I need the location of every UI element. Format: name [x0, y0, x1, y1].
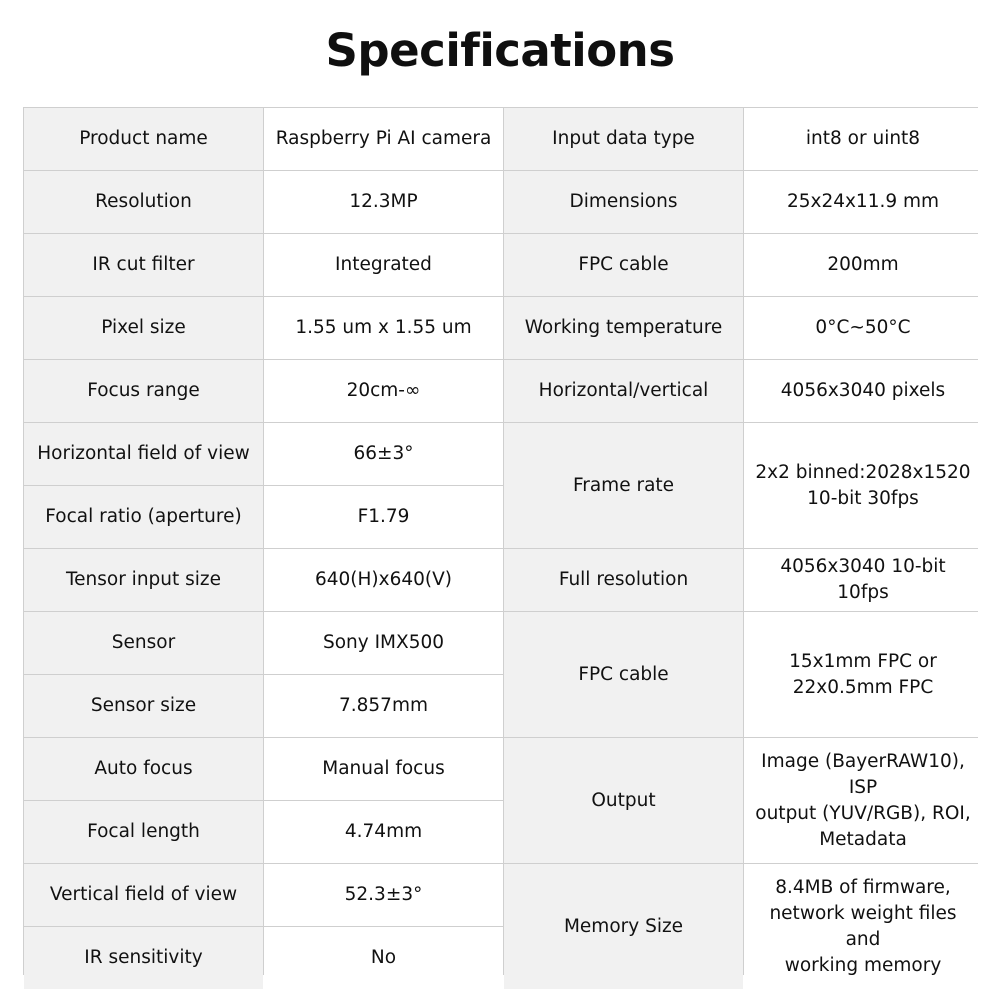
- spec-label-working-temperature: Working temperature: [504, 297, 743, 359]
- spec-value-horizontal-fov: 66±3°: [264, 423, 503, 485]
- spec-label-horizontal-vertical: Horizontal/vertical: [504, 360, 743, 422]
- spec-value-focus-range: 20cm-∞: [264, 360, 503, 422]
- spec-label-frame-rate: Frame rate: [504, 423, 743, 548]
- spec-value-tensor-input-size: 640(H)x640(V): [264, 549, 503, 611]
- spec-label-focal-length: Focal length: [24, 801, 263, 863]
- spec-value-memory-size: 8.4MB of firmware, network weight files and working memory: [744, 864, 982, 989]
- spec-value-frame-rate: 2x2 binned:2028x1520 10-bit 30fps: [744, 423, 982, 548]
- spec-value-working-temperature: 0°C~50°C: [744, 297, 982, 359]
- spec-label-horizontal-fov: Horizontal field of view: [24, 423, 263, 485]
- spec-label-fpc-cable-type: FPC cable: [504, 612, 743, 737]
- spec-label-dimensions: Dimensions: [504, 171, 743, 233]
- spec-value-full-resolution: 4056x3040 10-bit 10fps: [744, 549, 982, 611]
- spec-value-dimensions: 25x24x11.9 mm: [744, 171, 982, 233]
- spec-value-resolution: 12.3MP: [264, 171, 503, 233]
- spec-label-full-resolution: Full resolution: [504, 549, 743, 611]
- spec-value-horizontal-vertical: 4056x3040 pixels: [744, 360, 982, 422]
- spec-label-ir-cut-filter: IR cut filter: [24, 234, 263, 296]
- spec-value-auto-focus: Manual focus: [264, 738, 503, 800]
- spec-label-product-name: Product name: [24, 108, 263, 170]
- spec-value-focal-ratio: F1.79: [264, 486, 503, 548]
- spec-value-ir-cut-filter: Integrated: [264, 234, 503, 296]
- spec-label-output: Output: [504, 738, 743, 863]
- spec-value-vertical-fov: 52.3±3°: [264, 864, 503, 926]
- spec-label-vertical-fov: Vertical field of view: [24, 864, 263, 926]
- spec-value-sensor-size: 7.857mm: [264, 675, 503, 737]
- spec-label-memory-size: Memory Size: [504, 864, 743, 989]
- page-title: Specifications: [325, 24, 675, 77]
- spec-value-product-name: Raspberry Pi AI camera: [264, 108, 503, 170]
- specifications-table: [23, 107, 978, 975]
- spec-label-tensor-input-size: Tensor input size: [24, 549, 263, 611]
- spec-label-focus-range: Focus range: [24, 360, 263, 422]
- spec-label-sensor-size: Sensor size: [24, 675, 263, 737]
- spec-label-ir-sensitivity: IR sensitivity: [24, 927, 263, 989]
- spec-value-output: Image (BayerRAW10), ISP output (YUV/RGB), ROI, Metadata: [744, 738, 982, 863]
- spec-label-resolution: Resolution: [24, 171, 263, 233]
- spec-label-fpc-cable-length: FPC cable: [504, 234, 743, 296]
- spec-value-fpc-cable-length: 200mm: [744, 234, 982, 296]
- spec-label-sensor: Sensor: [24, 612, 263, 674]
- spec-label-pixel-size: Pixel size: [24, 297, 263, 359]
- spec-value-pixel-size: 1.55 um x 1.55 um: [264, 297, 503, 359]
- spec-value-focal-length: 4.74mm: [264, 801, 503, 863]
- spec-label-auto-focus: Auto focus: [24, 738, 263, 800]
- spec-value-sensor: Sony IMX500: [264, 612, 503, 674]
- spec-label-focal-ratio: Focal ratio (aperture): [24, 486, 263, 548]
- spec-label-input-data-type: Input data type: [504, 108, 743, 170]
- spec-value-fpc-cable-type: 15x1mm FPC or 22x0.5mm FPC: [744, 612, 982, 737]
- spec-value-ir-sensitivity: No: [264, 927, 503, 989]
- spec-value-input-data-type: int8 or uint8: [744, 108, 982, 170]
